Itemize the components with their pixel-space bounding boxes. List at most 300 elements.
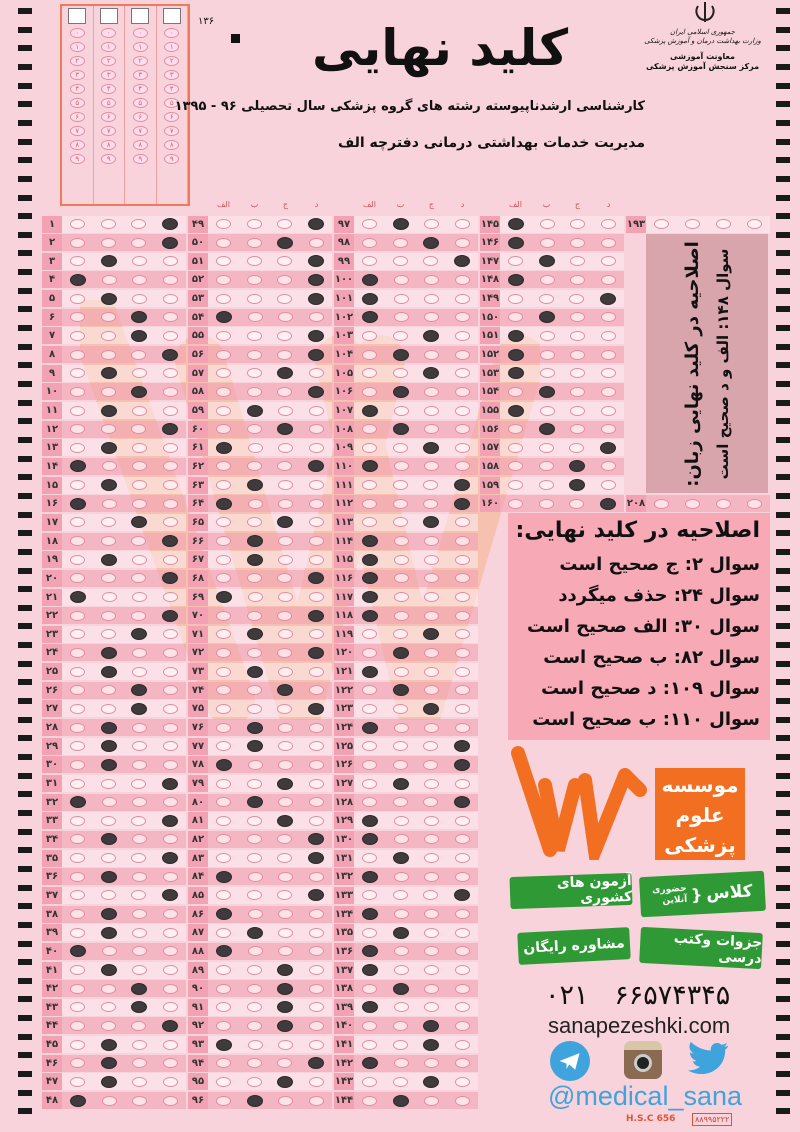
answer-bubbles: [500, 383, 624, 400]
answer-row: [42, 980, 186, 998]
id-digit-bubble: ۳: [70, 70, 85, 80]
answer-row: [334, 215, 478, 233]
answer-bubbles: [62, 327, 186, 344]
answer-bubble: [362, 387, 377, 397]
answer-bubble: [277, 573, 292, 583]
answer-bubble-filled: [247, 740, 263, 752]
id-digit-bubble: ۰: [70, 28, 85, 38]
answer-row: [334, 700, 478, 718]
answer-bubble-filled: [101, 479, 117, 491]
answer-row: [188, 737, 332, 755]
answer-row: [42, 924, 186, 942]
answer-bubble: [423, 499, 438, 509]
answer-bubble: [163, 741, 178, 751]
answer-bubble: [601, 312, 616, 322]
answer-bubbles: [354, 663, 478, 680]
answer-bubbles: [646, 216, 770, 233]
answer-bubble: [216, 294, 231, 304]
answer-bubble: [163, 965, 178, 975]
answer-bubble: [309, 517, 324, 527]
answer-bubble-filled: [308, 274, 324, 286]
answer-row: [188, 457, 332, 475]
question-number: ۳۰: [42, 756, 62, 773]
answer-bubble: [424, 350, 439, 360]
id-digit-bubble: ۴: [101, 84, 116, 94]
answer-row: [42, 569, 186, 587]
answer-row: [188, 1036, 332, 1054]
answer-bubble: [278, 667, 293, 677]
answer-bubble-filled: [247, 722, 263, 734]
answer-bubble: [247, 1077, 262, 1087]
answer-bubble: [70, 424, 85, 434]
question-number: ۱۳۰: [334, 831, 354, 848]
answer-bubble: [216, 1021, 231, 1031]
answer-row: [42, 1073, 186, 1091]
answer-bubble-filled: [393, 684, 409, 696]
correction-item: سوال ۲: ج صحیح است: [559, 554, 760, 575]
free-consultation-button[interactable]: مشاوره رایگان: [517, 927, 631, 965]
answer-bubble: [393, 741, 408, 751]
answer-bubbles: [500, 309, 624, 326]
answer-bubble: [247, 368, 262, 378]
answer-bubbles: [500, 439, 624, 456]
answer-bubble: [455, 1058, 470, 1068]
answer-bubble: [309, 667, 324, 677]
answer-bubble-filled: [101, 367, 117, 379]
answer-bubble: [278, 629, 293, 639]
question-number: ۱۵۵: [480, 402, 500, 419]
answer-row: [42, 234, 186, 252]
instagram-icon[interactable]: [624, 1041, 662, 1079]
answer-bubble: [423, 256, 438, 266]
answer-bubbles: [62, 589, 186, 606]
answer-bubbles: [62, 626, 186, 643]
answer-bubble: [394, 834, 409, 844]
question-number: ۴۷: [42, 1073, 62, 1090]
answer-bubble: [394, 872, 409, 882]
answer-bubbles: [62, 887, 186, 904]
twitter-icon[interactable]: [686, 1040, 730, 1084]
answer-bubble: [101, 704, 116, 714]
question-number: ۱۰۴: [334, 346, 354, 363]
answer-bubbles: [62, 682, 186, 699]
answer-bubble: [216, 480, 231, 490]
answer-bubbles: [354, 962, 478, 979]
answer-bubble: [70, 294, 85, 304]
answer-bubble: [309, 499, 324, 509]
social-handle[interactable]: @medical_sana: [548, 1081, 743, 1111]
answer-row: [42, 513, 186, 531]
answer-bubble: [131, 573, 146, 583]
answer-bubble: [424, 406, 439, 416]
answer-bubble-filled: [101, 964, 117, 976]
answer-bubbles: [354, 402, 478, 419]
answer-row: [334, 737, 478, 755]
answer-bubble-filled: [393, 778, 409, 790]
answer-bubble: [216, 928, 231, 938]
question-number: ۱۵۲: [480, 346, 500, 363]
answer-row: [42, 830, 186, 848]
answer-bubble: [309, 909, 324, 919]
answer-row: [42, 625, 186, 643]
answer-row: [480, 215, 624, 233]
answer-bubble-filled: [70, 591, 86, 603]
answer-bubble-filled: [423, 516, 439, 528]
answer-row: [334, 681, 478, 699]
answer-bubble: [70, 611, 85, 621]
answer-bubble: [101, 238, 116, 248]
answer-bubble: [247, 1021, 262, 1031]
answer-bubble: [70, 536, 85, 546]
answer-bubbles: [62, 514, 186, 531]
answer-row: [42, 1017, 186, 1035]
answer-row: [188, 420, 332, 438]
id-digit-bubble: ۷: [70, 126, 85, 136]
answer-row: [334, 663, 478, 681]
website-link[interactable]: sanapezeshki.com: [548, 1013, 731, 1038]
answer-bubble-filled: [308, 255, 324, 267]
answer-bubbles: [500, 234, 624, 251]
answer-bubble: [131, 853, 146, 863]
answer-bubble: [424, 1058, 439, 1068]
answer-bubble: [423, 890, 438, 900]
id-digit-bubble: ۶: [164, 112, 179, 122]
answer-bubble: [163, 312, 178, 322]
answer-bubbles: [62, 421, 186, 438]
id-digit-bubble: ۸: [164, 140, 179, 150]
answer-bubble: [102, 592, 117, 602]
answer-bubble: [423, 760, 438, 770]
answer-bubble: [70, 1002, 85, 1012]
language-correction-title: اصلاحیه در کلید نهایی زبان:: [682, 240, 703, 487]
answer-bubble: [247, 294, 262, 304]
question-number: ۲۴: [42, 644, 62, 661]
answer-bubble: [455, 723, 470, 733]
question-number: ۹۱: [188, 999, 208, 1016]
question-number: ۸۹: [188, 962, 208, 979]
answer-bubbles: [62, 551, 186, 568]
answer-bubbles: [62, 533, 186, 550]
answer-bubbles: [354, 365, 478, 382]
national-exams-button[interactable]: آزمون های کشوری: [509, 873, 632, 909]
answer-row: [334, 420, 478, 438]
question-number: ۷۰: [188, 607, 208, 624]
answer-bubble: [309, 443, 324, 453]
answer-row: [334, 495, 478, 513]
telegram-icon[interactable]: [550, 1041, 590, 1081]
answer-bubbles: [208, 607, 332, 624]
answer-bubble: [131, 238, 146, 248]
answer-bubble: [424, 667, 439, 677]
answer-bubble-filled: [131, 983, 147, 995]
answer-row: [334, 868, 478, 886]
answer-bubble: [248, 946, 263, 956]
answer-row: [42, 644, 186, 662]
answer-row: [188, 513, 332, 531]
answer-bubble-filled: [362, 405, 378, 417]
answer-bubble-filled: [70, 796, 86, 808]
answer-bubbles: [208, 962, 332, 979]
answer-row: [188, 252, 332, 270]
id-digit-bubble: ۶: [70, 112, 85, 122]
answer-bubble: [132, 741, 147, 751]
answer-row: [334, 532, 478, 550]
answer-bubble-filled: [101, 554, 117, 566]
question-number: ۱۱۸: [334, 607, 354, 624]
answer-row: [188, 905, 332, 923]
answer-bubble: [216, 1096, 231, 1106]
answer-bubbles: [208, 980, 332, 997]
answer-bubble: [716, 499, 731, 509]
answer-bubbles: [208, 514, 332, 531]
answer-bubble-filled: [308, 330, 324, 342]
question-number: ۹: [42, 365, 62, 382]
answer-row: [188, 234, 332, 252]
answer-bubble: [163, 1096, 178, 1106]
class-label: کلاس: [705, 881, 754, 904]
answer-bubble-filled: [362, 572, 378, 584]
question-number: ۱۰: [42, 383, 62, 400]
answer-bubble: [455, 219, 470, 229]
answer-bubble: [248, 312, 263, 322]
answer-bubbles: [62, 477, 186, 494]
answer-bubble: [101, 1002, 116, 1012]
answer-bubbles: [500, 477, 624, 494]
answer-row: [42, 402, 186, 420]
answer-bubble: [131, 1021, 146, 1031]
answer-bubbles: [62, 962, 186, 979]
answer-bubble: [102, 461, 117, 471]
question-number: ۵۴: [188, 309, 208, 326]
answer-bubbles: [354, 831, 478, 848]
answer-bubble-filled: [393, 647, 409, 659]
id-digit-bubble: ۸: [70, 140, 85, 150]
question-number: ۶: [42, 309, 62, 326]
answer-row: [42, 252, 186, 270]
answer-row: [188, 625, 332, 643]
answer-bubble-filled: [101, 871, 117, 883]
answer-bubble: [163, 1040, 178, 1050]
answer-bubbles: [354, 271, 478, 288]
id-digit-bubble: ۰: [164, 28, 179, 38]
answer-bubbles: [62, 663, 186, 680]
answer-bubble: [247, 256, 262, 266]
footer-phone: ۸۸۹۹۵۲۲۲: [692, 1113, 732, 1126]
answer-bubble: [132, 648, 147, 658]
answer-bubble-filled: [162, 815, 178, 827]
question-number: ۱۱۶: [334, 570, 354, 587]
answer-bubble: [216, 1058, 231, 1068]
question-number: ۲۰: [42, 570, 62, 587]
answer-bubble: [132, 1058, 147, 1068]
answer-bubble-filled: [162, 1020, 178, 1032]
answer-bubble: [277, 461, 292, 471]
answer-bubble: [394, 965, 409, 975]
answer-bubble: [247, 816, 262, 826]
answer-bubble-filled: [508, 237, 524, 249]
answer-row: [42, 886, 186, 904]
answer-bubble: [393, 256, 408, 266]
id-digit-bubble: ۷: [133, 126, 148, 136]
answer-bubbles: [62, 868, 186, 885]
answer-bubble: [309, 965, 324, 975]
answer-bubble: [393, 443, 408, 453]
answer-bubble: [70, 1021, 85, 1031]
question-number: ۱۵: [42, 477, 62, 494]
question-number: ۶۰: [188, 421, 208, 438]
answer-bubble: [132, 275, 147, 285]
answer-bubble: [508, 499, 523, 509]
answer-bubbles: [62, 439, 186, 456]
answer-bubble: [424, 1096, 439, 1106]
answer-bubble: [216, 256, 231, 266]
question-number: ۱۶: [42, 495, 62, 512]
answer-row: [480, 476, 624, 494]
question-number: ۳۵: [42, 850, 62, 867]
question-number: ۱۲۳: [334, 700, 354, 717]
answer-bubbles: [62, 999, 186, 1016]
answer-bubble: [278, 946, 293, 956]
answer-bubble: [601, 387, 616, 397]
answer-bubbles: [208, 1092, 332, 1109]
id-digit-bubble: ۵: [164, 98, 179, 108]
answer-bubble: [101, 312, 116, 322]
answer-row: [334, 719, 478, 737]
answer-bubble-filled: [162, 423, 178, 435]
question-number: ۱۲۲: [334, 682, 354, 699]
question-number: ۱۴۹: [480, 290, 500, 307]
answer-row: [480, 402, 624, 420]
answer-bubble-filled: [216, 871, 232, 883]
answer-bubble: [747, 499, 762, 509]
answer-bubbles: [208, 644, 332, 661]
id-digit-bubble: ۵: [70, 98, 85, 108]
answer-bubble: [455, 648, 470, 658]
answer-bubble-filled: [362, 274, 378, 286]
answer-bubble-filled: [162, 218, 178, 230]
answer-bubbles: [354, 589, 478, 606]
answer-bubbles: [62, 943, 186, 960]
answer-bubble: [247, 685, 262, 695]
answer-bubble-filled: [308, 833, 324, 845]
books-button[interactable]: جزوات وکتب درسی: [639, 927, 763, 969]
answer-bubbles: [500, 290, 624, 307]
answer-bubble: [423, 797, 438, 807]
answer-bubble: [716, 219, 731, 229]
answer-bubble: [362, 704, 377, 714]
id-digit-bubble: ۲: [101, 56, 116, 66]
answer-bubble: [247, 853, 262, 863]
answer-bubble: [455, 555, 470, 565]
answer-bubble: [424, 611, 439, 621]
answer-bubble: [101, 387, 116, 397]
question-number: ۲۹: [42, 738, 62, 755]
answer-bubble: [539, 480, 554, 490]
answer-row: [480, 346, 624, 364]
answer-bubble: [539, 443, 554, 453]
answer-bubble: [393, 331, 408, 341]
answer-bubble-filled: [362, 554, 378, 566]
answer-bubble-filled: [423, 703, 439, 715]
answer-bubbles: [208, 999, 332, 1016]
answer-bubble-filled: [393, 852, 409, 864]
answer-row: [188, 364, 332, 382]
question-number: ۴۹: [188, 216, 208, 233]
answer-bubble: [70, 256, 85, 266]
question-number: ۶۵: [188, 514, 208, 531]
answer-bubble: [394, 1058, 409, 1068]
answer-row: [334, 961, 478, 979]
answer-bubble: [277, 256, 292, 266]
question-number: ۴۴: [42, 1017, 62, 1034]
answer-bubble: [455, 611, 470, 621]
question-number: ۱۴۶: [480, 234, 500, 251]
answer-bubble-filled: [101, 1039, 117, 1051]
answer-bubble: [508, 256, 523, 266]
answer-bubble: [70, 965, 85, 975]
answer-row: [42, 476, 186, 494]
answer-bubble: [70, 406, 85, 416]
answer-bubble: [163, 368, 178, 378]
answer-row: [334, 793, 478, 811]
answer-row: [334, 980, 478, 998]
answer-row: [480, 383, 624, 401]
answer-bubbles: [62, 831, 186, 848]
answer-bubble: [70, 667, 85, 677]
answer-bubble: [685, 499, 700, 509]
class-button[interactable]: [639, 871, 766, 917]
answer-bubble: [394, 816, 409, 826]
answer-bubble: [278, 312, 293, 322]
answer-bubble: [247, 1058, 262, 1068]
answer-bubbles: [354, 682, 478, 699]
answer-bubble: [309, 741, 324, 751]
answer-row: [334, 383, 478, 401]
answer-row: [188, 551, 332, 569]
answer-bubble: [309, 1002, 324, 1012]
answer-bubbles: [62, 365, 186, 382]
answer-bubble: [278, 872, 293, 882]
answer-bubble: [70, 331, 85, 341]
answer-bubble: [131, 890, 146, 900]
answer-bubble: [101, 816, 116, 826]
answer-bubbles: [354, 756, 478, 773]
answer-row: [188, 700, 332, 718]
answer-bubble: [455, 816, 470, 826]
answer-bubble: [70, 1040, 85, 1050]
answer-bubble-filled: [162, 889, 178, 901]
sheet-number: ۱۳۶: [198, 16, 215, 27]
answer-bubble: [132, 256, 147, 266]
question-number: ۹۴: [188, 1055, 208, 1072]
id-digit-bubble: ۳: [164, 70, 179, 80]
answer-row: [188, 756, 332, 774]
answer-bubble-filled: [600, 442, 616, 454]
answer-bubble: [455, 1096, 470, 1106]
answer-bubble: [101, 685, 116, 695]
question-number: ۱۱۵: [334, 551, 354, 568]
answer-bubble: [393, 1040, 408, 1050]
answer-bubble: [70, 443, 85, 453]
answer-bubbles: [208, 346, 332, 363]
answer-row: [188, 383, 332, 401]
choice-label: ج: [282, 200, 289, 209]
answer-bubble-filled: [308, 218, 324, 230]
answer-bubble: [102, 499, 117, 509]
id-digit-bubble: ۶: [101, 112, 116, 122]
answer-bubble: [424, 312, 439, 322]
answer-bubble: [424, 779, 439, 789]
